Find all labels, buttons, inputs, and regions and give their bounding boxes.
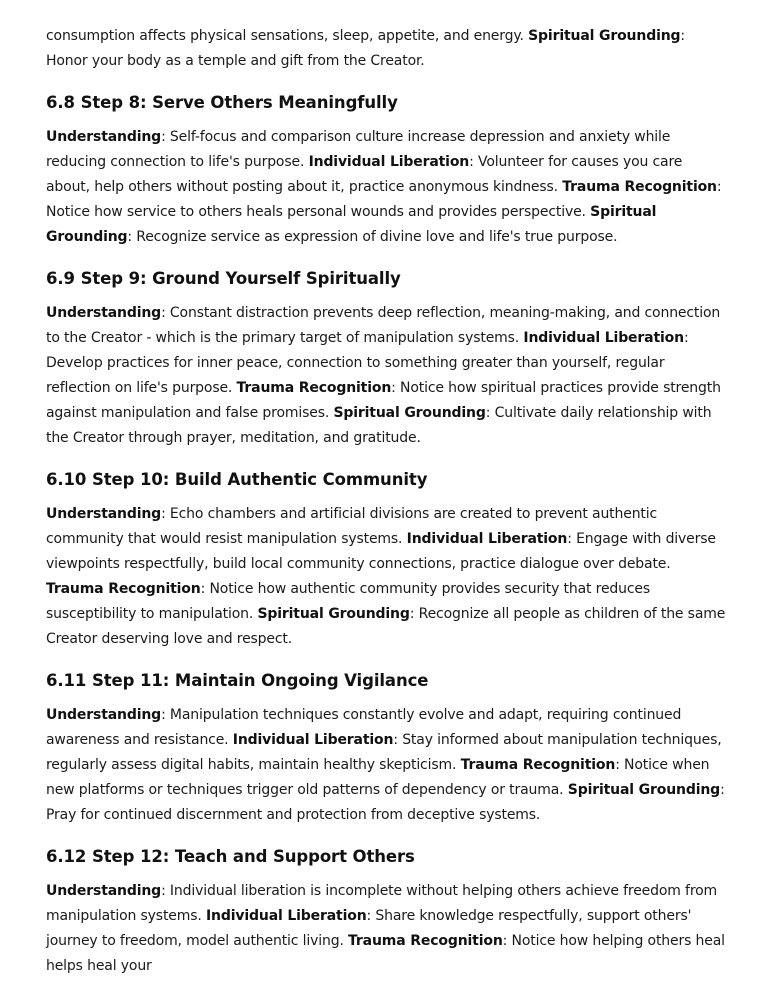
section-step-8 [46, 92, 726, 250]
spiritual-label: Spiritual Grounding [46, 204, 657, 245]
understanding-text: : Manipulation techniques constantly evolve and adapt, requiring continued awareness and resistance. [46, 707, 682, 748]
understanding-text: : Self-focus and comparison culture increase depression and anxiety while reducing connection to life's purpose. [46, 129, 671, 170]
liberation-label: Individual Liberation [308, 154, 470, 170]
liberation-text: : Develop practices for inner peace, connection to something greater than yourself, regular reflection on life's purpose. [46, 330, 689, 396]
section-heading: 6.8 Step 8: Serve Others Meaningfully [46, 93, 398, 112]
understanding-text: : Echo chambers and artificial divisions are created to prevent authentic community that would resist manipulation systems. [46, 506, 658, 547]
section-paragraph [46, 703, 726, 828]
section-paragraph [46, 301, 726, 451]
spiritual-label: Spiritual Grounding [257, 606, 410, 622]
understanding-label: Understanding [46, 707, 162, 723]
trauma-label: Trauma Recognition [460, 757, 616, 773]
liberation-text: : Share knowledge respectfully, support others' journey to freedom, model authentic living. [46, 908, 692, 949]
trauma-text: : Notice when new platforms or techniques trigger old patterns of dependency or trauma. [46, 757, 710, 798]
liberation-label: Individual Liberation [523, 330, 684, 346]
spiritual-grounding-label: Spiritual Grounding [528, 28, 681, 44]
trauma-text: : Notice how authentic community provides security that reduces susceptibility to manipulation. [46, 581, 651, 622]
spiritual-text: : Cultivate daily relationship with the Creator through prayer, meditation, and gratitude. [46, 405, 712, 446]
section-paragraph [46, 502, 726, 652]
section-paragraph [46, 879, 726, 979]
section-step-11 [46, 670, 726, 828]
understanding-label: Understanding [46, 305, 162, 321]
spiritual-label: Spiritual Grounding [333, 405, 486, 421]
intro-spiritual-text: : Honor your body as a temple and gift from the Creator. [46, 28, 685, 69]
trauma-label: Trauma Recognition [562, 179, 717, 195]
section-heading: 6.10 Step 10: Build Authentic Community [46, 470, 428, 489]
section-paragraph [46, 125, 726, 250]
spiritual-text: : Recognize service as expression of divine love and life's true purpose. [127, 229, 618, 245]
understanding-label: Understanding [46, 506, 162, 522]
trauma-text: : Notice how service to others heals personal wounds and provides perspective. [46, 179, 722, 220]
section-heading: 6.9 Step 9: Ground Yourself Spiritually [46, 269, 401, 288]
understanding-label: Understanding [46, 883, 162, 899]
understanding-label: Understanding [46, 129, 162, 145]
spiritual-text: : Recognize all people as children of the same Creator deserving love and respect. [46, 606, 726, 647]
trauma-text: : Notice how helping others heal helps heal your [46, 933, 725, 974]
spiritual-text: : Pray for continued discernment and protection from deceptive systems. [46, 782, 725, 823]
liberation-text: : Engage with diverse viewpoints respectfully, build local community connections, practice dialogue over debate. [46, 531, 716, 572]
understanding-text: : Constant distraction prevents deep reflection, meaning-making, and connection to the Creator - which is the primary target of manipulation systems. [46, 305, 721, 346]
liberation-label: Individual Liberation [406, 531, 568, 547]
trauma-text: : Notice how spiritual practices provide strength against manipulation and false promises. [46, 380, 721, 421]
section-step-9 [46, 268, 726, 451]
trauma-label: Trauma Recognition [236, 380, 392, 396]
section-step-10 [46, 469, 726, 652]
liberation-text: : Volunteer for causes you care about, help others without posting about it, practice anonymous kindness. [46, 154, 683, 195]
trauma-label: Trauma Recognition [46, 581, 201, 597]
spiritual-label: Spiritual Grounding [567, 782, 721, 798]
understanding-text: : Individual liberation is incomplete without helping others achieve freedom from manipulation systems. [46, 883, 718, 924]
intro-text: consumption affects physical sensations, sleep, appetite, and energy. [46, 28, 529, 44]
section-heading: 6.11 Step 11: Maintain Ongoing Vigilance [46, 671, 429, 690]
section-heading: 6.12 Step 12: Teach and Support Others [46, 847, 415, 866]
liberation-text: : Stay informed about manipulation techniques, regularly assess digital habits, maintain healthy skepticism. [46, 732, 722, 773]
liberation-label: Individual Liberation [205, 908, 367, 924]
intro-paragraph [46, 24, 726, 74]
liberation-label: Individual Liberation [232, 732, 394, 748]
section-step-12 [46, 846, 726, 979]
trauma-label: Trauma Recognition [348, 933, 503, 949]
